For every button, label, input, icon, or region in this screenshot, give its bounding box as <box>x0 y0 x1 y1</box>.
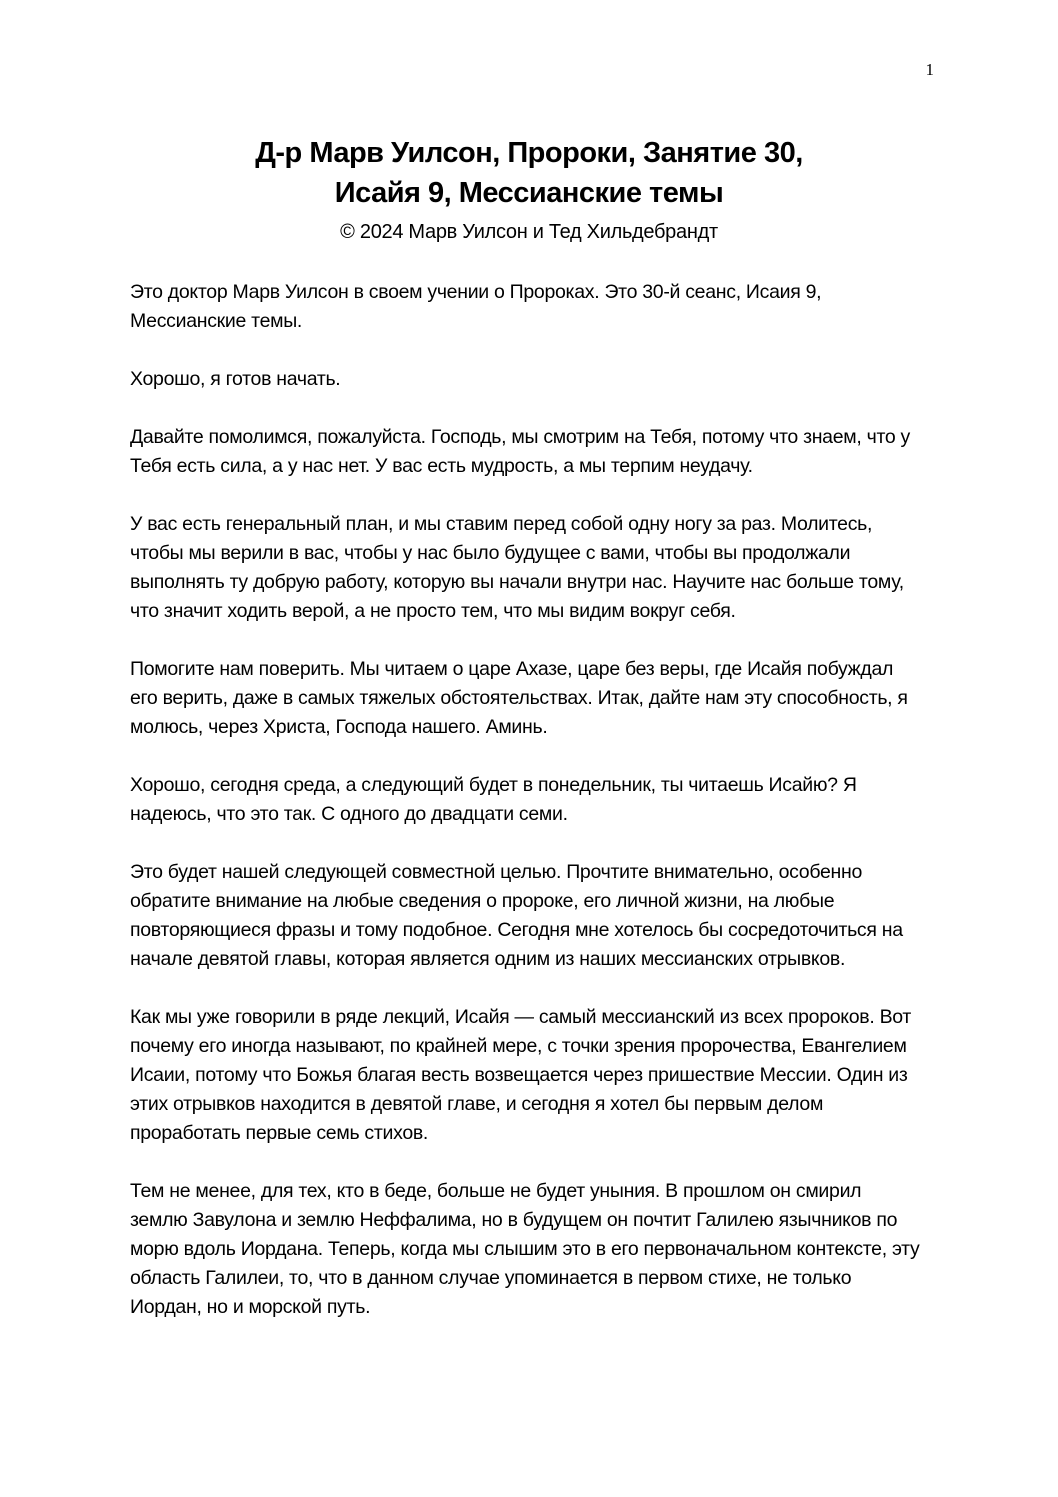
document-title-line-1: Д-р Марв Уилсон, Пророки, Занятие 30, <box>255 137 803 169</box>
paragraph: Хорошо, сегодня среда, а следующий будет в понедельник, ты читаешь Исайю? Я надеюсь, что это так. С одного до двадцати семи. <box>130 774 857 825</box>
paragraph: Давайте помолимся, пожалуйста. Господь, мы смотрим на Тебя, потому что знаем, что у Тебя есть сила, а у нас нет. У вас есть мудрость, а мы терпим неудачу. <box>130 426 910 477</box>
document-title-line-2: Исайя 9, Мессианские темы <box>334 177 724 209</box>
document-header <box>0 133 1058 244</box>
paragraph: Тем не менее, для тех, кто в беде, больше не будет уныния. В прошлом он смирил землю Завулона и землю Неффалима, но в будущем он почтит Галилею язычников по морю вдоль Иордана. Теперь, когда мы слышим это в его первоначальном контексте, эту область Галилеи, то, что в данном случае упоминается в первом стихе, не только Иордан, но и морской путь. <box>130 1180 920 1318</box>
paragraph: Это будет нашей следующей совместной целью. Прочтите внимательно, особенно обратите внимание на любые сведения о пророке, его личной жизни, на любые повторяющиеся фразы и тому подобное. Сегодня мне хотелось бы сосредоточиться на начале девятой главы, которая является одним из наших мессианских отрывков. <box>130 861 903 970</box>
paragraph: У вас есть генеральный план, и мы ставим перед собой одну ногу за раз. Молитесь, чтобы мы верили в вас, чтобы у нас было будущее с вами, чтобы вы продолжали выполнять ту добрую работу, которую вы начали внутри нас. Научите нас больше тому, что значит ходить верой, а не просто тем, что мы видим вокруг себя. <box>130 513 904 622</box>
paragraph: Как мы уже говорили в ряде лекций, Исайя — самый мессианский из всех пророков. Вот почему его иногда называют, по крайней мере, с точки зрения пророчества, Евангелием Исаии, потому что Божья благая весть возвещается через пришествие Мессии. Один из этих отрывков находится в девятой главе, и сегодня я хотел бы первым делом проработать первые семь стихов. <box>130 1006 912 1144</box>
document-title <box>0 133 1058 213</box>
paragraph: Хорошо, я готов начать. <box>130 368 341 390</box>
document-body <box>130 278 922 1322</box>
copyright-line: © 2024 Марв Уилсон и Тед Хильдебрандт <box>340 221 718 243</box>
paragraph: Помогите нам поверить. Мы читаем о царе Ахазе, царе без веры, где Исайя побуждал его верить, даже в самых тяжелых обстоятельствах. Итак, дайте нам эту способность, я молюсь, через Христа, Господа нашего. Аминь. <box>130 658 908 738</box>
paragraph: Это доктор Марв Уилсон в своем учении о Пророках. Это 30-й сеанс, Исаия 9, Мессианские темы. <box>130 281 822 332</box>
page-number: 1 <box>925 60 934 79</box>
